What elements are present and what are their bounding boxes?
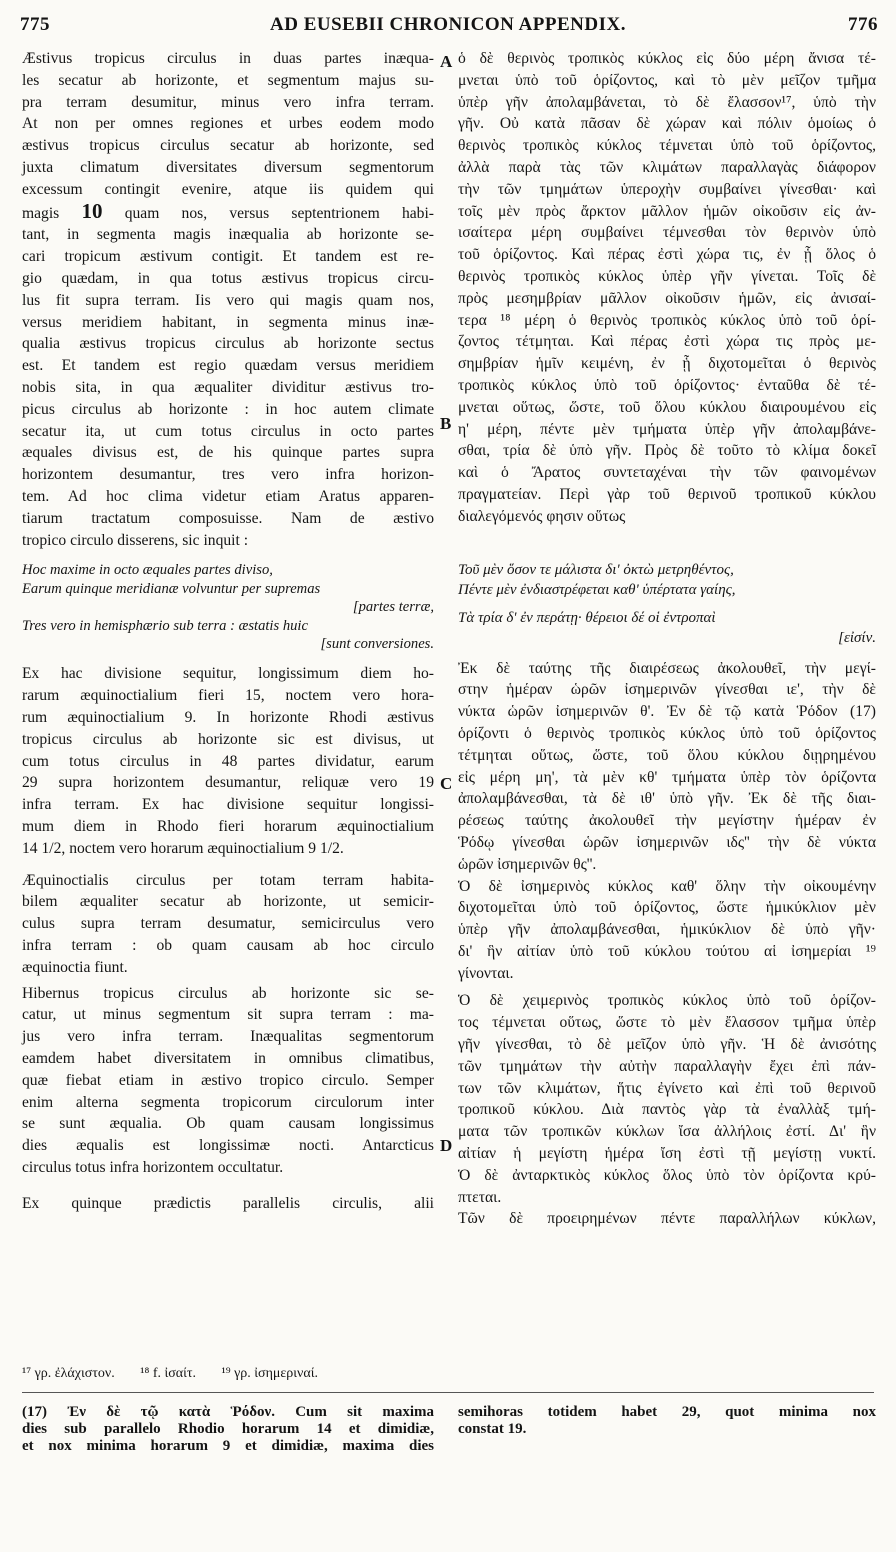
verse-line: [partes terræ, <box>352 599 434 616</box>
text-line: tant, in segmenta magis inæqualia ab horizonte se- <box>22 226 434 244</box>
text-line: Æstivus tropicus circulus in duas partes inæqua- <box>22 50 434 67</box>
text-line: horizontem desumantur, tres vero infra horizon- <box>22 466 434 484</box>
text-line: constat 19. <box>458 1421 527 1437</box>
text-line: æquales divisus est, de his quinque partes supra <box>22 444 434 462</box>
line-number: 10 <box>81 198 103 223</box>
text-line: μνεται οὕτως, ὥστε, τοῦ ὅλου κύκλου διαιρουμένου εἰς <box>458 398 876 416</box>
text-line: γῆν. Οὐ κατὰ πᾶσαν δὲ χώραν καὶ πόλιν ὁμοίως ὁ <box>458 115 876 133</box>
margin-letter-b: B <box>440 414 452 433</box>
text-line: catur, ut minus segmentum sit supra terram : ma- <box>22 1006 434 1024</box>
text-line: semihoras totidem habet 29, quot minima nox <box>458 1404 876 1420</box>
page-number-right: 776 <box>848 14 878 35</box>
verse-line: Τοῦ μὲν ὅσον τε μάλιστα δι' ὀκτὼ μετρηθέντος, <box>458 561 734 578</box>
text-line: ἀπολαμβάνεσθαι, τὰ δὲ ιθ' ὑπὸ γῆν. Ἐκ δὲ τῆς διαι- <box>458 790 876 808</box>
greek-paragraph-5 <box>458 1208 876 1230</box>
running-title: AD EUSEBII CHRONICON APPENDIX. <box>270 14 626 35</box>
text-line: τροπικοῦ κύκλου. Διὰ παντὸς γὰρ τὰ ἐναλλὰξ τμή- <box>458 1101 876 1119</box>
text-line: nobis sita, in qua æqualiter dividitur æstivus tro- <box>22 378 434 396</box>
margin-letter-d: D <box>440 1136 453 1155</box>
text-line: ἀλλὰ παρὰ τὰς τῶν κλιμάτων παραλλαγὰς διάφορον <box>458 158 876 176</box>
text-line: σθαι, τρία δὲ ὑπὸ γῆν. Πρὸς δὲ τοῦτο τὸ κλίμα δοκεῖ <box>458 442 876 460</box>
text-line: αἰτίαν ἡ μεγίστη ἡμέρα ἴση ἐστὶ τῇ μεγίστῃ νυκτί. <box>458 1145 876 1163</box>
text-line: culus supra terram desumatur, semicirculus vero <box>22 915 434 933</box>
text-line: πρὸς μεσημβρίαν μᾶλλον οἰκοῦσιν ἡμῶν, εἰς ἀνισαί- <box>458 289 876 307</box>
verse-line: Tres vero in hemisphærio sub terra : æstatis huic <box>22 617 308 634</box>
text-line: eamdem habet diversitatem in omnibus climatibus, <box>22 1049 434 1067</box>
text-line: Ὁ δὲ ἰσημερινὸς κύκλος καθ' ὅλην τὴν οἰκουμένην <box>458 877 876 895</box>
page-header <box>0 14 896 44</box>
text-line: et nox minima horarum 9 et dimidiæ, maxima dies <box>22 1438 434 1454</box>
text-line: rum æquinoctialium 9. In horizonte Rhodi æstivus <box>22 708 434 726</box>
page-number-left: 775 <box>20 14 50 35</box>
text-line: circulus totus infra horizontem occultatur. <box>22 1158 284 1176</box>
text-line: secatur ita, ut cum totus circulus in octo partes <box>22 422 434 440</box>
text-line: ὁρίζοντι ὁ θερινὸς τροπικὸς κύκλος ὑπὸ τοῦ ὁρίζοντος <box>458 724 876 742</box>
verse-line: Πέντε μὲν ἐνδιαστρέφεται καθ' ὑπέρτατα γαίης, <box>458 581 736 598</box>
text-line: τερα ¹⁸ μέρη ὁ θερινὸς τροπικὸς κύκλος ὑπὸ τοῦ ὁρί- <box>458 311 876 329</box>
text-line: ὡρῶν ἰσημερινῶν θς''. <box>458 855 597 873</box>
text-line: τοῖς μὲν πρὸς ἄρκτον μᾶλλον ἡμῶν οἰκοῦσιν εἰς ἀν- <box>458 202 876 220</box>
text-line: qualia æstivus tropicus circulus ab horizonte sectus <box>22 335 434 353</box>
text-line: Hibernus tropicus circulus ab horizonte sic se- <box>22 984 434 1002</box>
text-line: ὑπὲρ γῆν ἀπολαμβάνεσθαι, ἡμικύκλιον δὲ ὑπὸ γῆν· <box>458 921 876 939</box>
verse-line: Τὰ τρία δ' ἐν περάτῃ· θέρειοι δέ οἱ ἐντροπαὶ <box>458 609 716 626</box>
text-line: picus circulus ab horizonte : in hoc autem climate <box>22 400 434 418</box>
latin-paragraph-4 <box>22 983 434 1179</box>
greek-paragraph-3 <box>458 876 876 985</box>
text-line: τροπικὸς κύκλος ὑπὸ τοῦ ὁρίζοντος· ἐνταῦθα δὲ τέ- <box>458 376 876 394</box>
text-line: Ὁ δὲ χειμερινὸς τροπικὸς κύκλος ὑπὸ τοῦ ὁρίζον- <box>458 992 876 1010</box>
text-line: tiarum tractatum composuisse. Nam de æstivo <box>22 509 434 527</box>
commentary-left <box>22 1404 434 1455</box>
text-line: Ῥόδῳ γίνεσθαι ὡρῶν ἰσημερινῶν ιδς'' τὴν δὲ νύκτα <box>458 833 876 851</box>
text-line: θερινὸς τροπικὸς κύκλος ὑπὲρ γῆν γίνεται. Τοῖς δὲ <box>458 267 876 285</box>
text-line: juxta climatum diversitates diversum segmentorum <box>22 158 434 176</box>
text-line: Τῶν δὲ προειρημένων πέντε παραλλήλων κύκλων, <box>458 1210 876 1228</box>
text-line: δι' ἣν αἰτίαν ὑπὸ τοῦ κύκλου τούτου αἱ ἰσημερίαι ¹⁹ <box>458 942 876 960</box>
text-line: pra terram desumitur, minus vero infra terram. <box>22 93 434 111</box>
text-line: æstivus tropicus circulus secatur ab horizonte, sed <box>22 137 434 155</box>
text-line: cari tropicum æstivum contigit. Et tandem est re- <box>22 248 434 266</box>
latin-paragraph-2 <box>22 663 434 859</box>
text-line: τέτμηται οὕτως, ὥστε, τοῦ ὅλου κύκλου διῃρημένου <box>458 746 876 764</box>
text-line: (17) Ἐν δὲ τῷ κατὰ Ῥόδον. Cum sit maxima <box>22 1404 434 1420</box>
text-line: πραγματείαν. Περὶ γὰρ τοῦ θερινοῦ τροπικοῦ κύκλου <box>458 485 876 503</box>
text-line: διαλεγόμενός φησιν οὕτως <box>458 507 626 525</box>
text-line: πτεται. <box>458 1188 502 1206</box>
text-line: se sunt æqualia. Ob quam causam longissimus <box>22 1115 434 1133</box>
text-line: tem. Ad hoc clima videtur etiam Aratus apparen- <box>22 487 434 505</box>
text-line: γῆν γίνεσθαι, τὸ δὲ μεῖζον ὑπὸ γῆν. Ἡ δὲ ἀνισότης <box>458 1036 876 1054</box>
text-line: æquinoctia fiunt. <box>22 958 128 976</box>
text-line: Ὁ δὲ ἀνταρκτικὸς κύκλος ὅλος ὑπὸ τὸν ὁρίζοντα κρύ- <box>458 1166 876 1184</box>
text-line: τὴν τῶν τμημάτων ὑπεροχὴν συμβαίνει γίνεσθαι· καὶ <box>458 180 876 198</box>
text-line: Ex quinque prædictis parallelis circulis, alii <box>22 1194 434 1212</box>
footnote: ¹⁷ γρ. ἐλάχιστον. <box>22 1366 115 1381</box>
text-line: Æquinoctialis circulus per totam terram habita- <box>22 871 434 889</box>
text-line: θερινὸς τροπικὸς κύκλος τέμνεται ὑπὸ τοῦ ὁρίζοντος, <box>458 137 876 155</box>
text-line: At non per omnes regiones et urbes eodem modo <box>22 115 434 133</box>
footnotes <box>22 1366 434 1382</box>
text-fragment: quam nos, versus septentrionem habi- <box>124 204 434 222</box>
footnote: ¹⁹ γρ. ἰσημεριναί. <box>221 1366 318 1381</box>
text-line: τοῦ ὁρίζοντος. Καὶ πέρας ἐστὶ χώρα τις, ἐν ᾗ ὅλος ὁ <box>458 246 876 264</box>
latin-paragraph-5 <box>22 1193 434 1215</box>
text-line: καὶ ὁ Ἄρατος συντεταχέναι τὴν τῶν φαινομένων <box>458 464 876 482</box>
verse-line: [εἰσίν. <box>838 629 876 646</box>
text-line: 29 supra horizontem desumantur, reliquæ vero 19 <box>22 774 434 792</box>
greek-verse <box>458 560 876 648</box>
text-line: lus fit supra terram. Iis vero qui magis quam nos, <box>22 291 434 309</box>
text-line: τῶν τμημάτων τὴν αὐτὴν παραλλαγὴν ἔχει ἐπὶ πάν- <box>458 1057 876 1075</box>
text-line: cum totus circulus in 48 partes dividatur, earum <box>22 752 434 770</box>
text-line: σημβρίαν ἡμῖν κειμένη, ἐν ᾗ διχοτομεῖται ὁ θερινὸς <box>458 355 876 373</box>
footnote-rule <box>22 1392 874 1393</box>
commentary-right <box>458 1404 876 1438</box>
latin-paragraph-1 <box>22 48 434 551</box>
text-line: ὑπὲρ γῆν ἀπολαμβάνεται, τὸ δὲ ἔλασσον¹⁷, ὑπὸ τὴν <box>458 93 876 111</box>
text-line: versus meridiem habitant, in segmenta minus inæ- <box>22 313 434 331</box>
text-line: η' μέρη, πέντε μὲν τμήματα ὑπὲρ γῆν ἀπολαμβάνε- <box>458 420 876 438</box>
text-line: μνεται ὑπὸ τοῦ ὁρίζοντος, καὶ τὸ μὲν μεῖζον τμῆμα <box>458 71 876 89</box>
greek-paragraph-4 <box>458 990 876 1208</box>
text-line: Ἐκ δὲ ταύτης τῆς διαιρέσεως ἀκολουθεῖ, τὴν μεγί- <box>458 659 876 677</box>
text-line: quæ fiebat etiam in æstivo tropico circulo. Semper <box>22 1071 434 1089</box>
text-line: νύκτα ὡρῶν ἰσημερινῶν θ'. Ἐν δὲ τῷ κατὰ Ῥόδον (17) <box>458 703 876 721</box>
text-line: est. Et tandem est regio quædam versus meridiem <box>22 357 434 375</box>
text-line: ὁ δὲ θερινὸς τροπικὸς κύκλος εἰς δύο μέρη ἄνισα τέ- <box>458 50 876 67</box>
text-line: Ex hac divisione sequitur, longissimum diem ho- <box>22 665 434 683</box>
text-line: mum diem in Rhodo fieri horarum æquinoctialium <box>22 817 434 835</box>
text-line: στην ἡμέραν ὡρῶν ἰσημερινῶν γίνεσθαι ιε', τὴν δὲ <box>458 681 876 699</box>
text-line: infra terram : ob quam causam ab hoc circulo <box>22 936 434 954</box>
verse-line: Earum quinque meridianæ volvuntur per supremas <box>22 580 321 597</box>
greek-paragraph-1 <box>458 48 876 528</box>
text-line-with-number <box>22 198 434 225</box>
greek-column <box>458 48 876 1230</box>
verse-line: [sunt conversiones. <box>320 635 434 652</box>
greek-paragraph-2 <box>458 658 876 876</box>
text-line: les secatur ab horizonte, et segmentum majus su- <box>22 71 434 89</box>
verse-line: Hoc maxime in octo æquales partes diviso, <box>22 562 273 579</box>
text-line: εἰς μέρη μη', τὰ μὲν κθ' τμήματα ὑπὲρ τὸν ὁρίζοντα <box>458 768 876 786</box>
text-line: excessum contingit evenire, atque iis quidem qui <box>22 180 434 198</box>
text-line: ρέσεως ταύτης ἀκολουθεῖ τὴν μεγίστην ἡμέραν ἐν <box>458 812 876 830</box>
text-line: 14 1/2, noctem vero horarum æquinoctialium 9 1/2. <box>22 839 344 857</box>
footnote: ¹⁸ f. ἰσαίτ. <box>140 1366 197 1381</box>
text-line: διχοτομεῖται ὑπὸ τοῦ ὁρίζοντος, ὥστε ἡμικύκλιον μὲν <box>458 899 876 917</box>
text-line: enim alterna segmenta tropicorum circulorum inter <box>22 1093 434 1111</box>
text-line: rarum æquinoctialium fieri 15, noctem vero hora- <box>22 687 434 705</box>
text-line: gio quædam, in qua totus æstivus tropicus circu- <box>22 269 434 287</box>
text-line: bilem æqualiter secatur ab horizonte, ut semicir- <box>22 893 434 911</box>
text-line: infra terram. Ex hac divisione sequitur longissi- <box>22 796 434 814</box>
text-line: ισαίτερα μέρη συμβαίνει τέμνεσθαι τὸν θερινὸν ὑπὸ <box>458 224 876 242</box>
margin-letter-a: A <box>440 52 453 71</box>
text-line: dies sub parallelo Rhodio horarum 14 et dimidiæ, <box>22 1421 434 1437</box>
text-line: ματα τῶν τροπικῶν κύκλων ἴσα ἀλλήλοις ἐστί. Δι' ἣν <box>458 1123 876 1141</box>
text-line: dies æqualis est longissimæ nocti. Antarcticus <box>22 1137 434 1155</box>
text-line: γίνονται. <box>458 964 514 982</box>
latin-paragraph-3 <box>22 870 434 979</box>
text-line: tropicus circulus ab horizonte sic est divisus, ut <box>22 730 434 748</box>
latin-column <box>22 48 434 1214</box>
text-line: tropico circulo disserens, sic inquit : <box>22 531 249 549</box>
text-line: ζοντος τέτμηται. Καὶ πέρας ἐστὶ χώρα τις πρὸς με- <box>458 333 876 351</box>
margin-letter-c: C <box>440 774 453 793</box>
text-line: των τῶν κλιμάτων, ἥτις ἐγίνετο καὶ ἐπὶ τοῦ θερινοῦ <box>458 1079 876 1097</box>
text-fragment: magis <box>22 204 60 222</box>
text-line: τος τέμνεται οὕτως, ὥστε τὸ μὲν ἔλασσον τμῆμα ὑπὲρ <box>458 1014 876 1032</box>
text-line: jus vero infra terram. Inæqualitas segmentorum <box>22 1028 434 1046</box>
latin-verse <box>22 561 434 653</box>
